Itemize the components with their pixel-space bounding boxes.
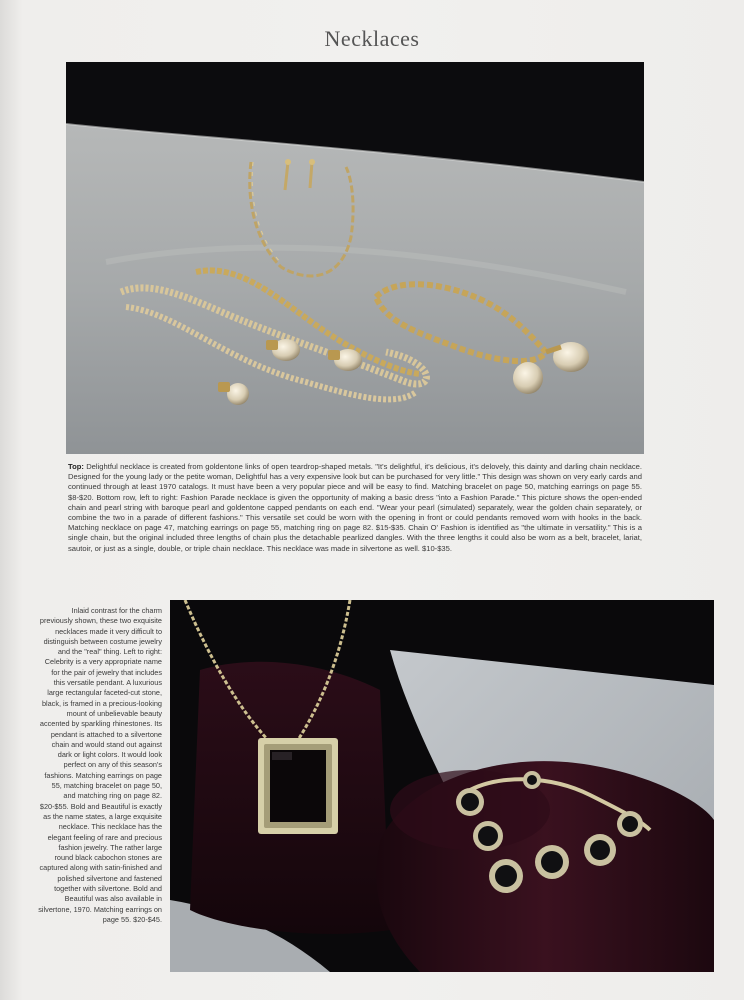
top-photo-caption: [68, 462, 642, 554]
page-title: Necklaces: [324, 26, 420, 51]
bottom-photo-caption: [38, 606, 162, 925]
top-photo-illustration: [66, 62, 644, 454]
side-caption-text: Inlaid contrast for the charm previously shown, these two exquisite necklaces made it very difficult to distinguish between costume jewelry and the "real" thing. Left to right: Celebrity is a very appropriate name for the pair of jewelry that includes this versatile pendant. A luxurious large rectangular faceted-cut stone, black, is framed in a precious-looking mount of unbelievable beauty accented by sparkling rhinestones. Its pendant is attached to a silvertone chain and would stand out against dark or light colors. It would look perfect on any of this season's fashions. Matching earrings on page 55, matching bracelet on page 50, and matching ring on page 82. $20-$55. Bold and Beautiful is exactly as the name states, a large exquisite necklace. This necklace has the elegant feeling of rare and precious fashion jewelry. The rather large round black cabochon stones are captured along with satin-finished and polished silvertone and fastened together with silvertone. Bold and Beautiful was also available in silvertone, 1970. Matching earrings on page 55. $20-$45.: [38, 606, 162, 924]
caption-text: Delightful necklace is created from goldentone links of open teardrop-shaped metals. "It's delightful, it's delicious, it's delovely, this dainty and darling chain necklace. Designed for the young lady or the petite woman, Delightful has a very expensive look but can be purchased for very little." This design was shown on very early cards and continued through at least 1970 catalogs. It must have been a very popular piece and will be easy to find. Matching bracelet on page 50, matching earrings on page 55. $8-$20. Bottom row, left to right: Fashion Parade necklace is given the opportunity of making a basic dress "into a Fashion Parade." This picture shows the open-ended chain and pearl string with baroque pearl and goldentone capped pendants on each end. "Wear your pearl (simulated) separately, wear the golden chain separately, or combine the two in a parade of different fashions." This versatile set could be worn with the opening in front or could pendants removed worn with hooks in the back. Matching necklace on page 47, matching earrings on page 55, matching ring on page 82. $15-$35. Chain O' Fashion is identified as "the ultimate in versatility." This is a single chain, but the original included three lengths of chain plus the detachable pearlized dangles. With the three lengths it could also be worn as a belt, bracelet, lariat, sautoir, or just as a single, double, or triple chain necklace. This necklace was made in silvertone as well. $10-$35.: [68, 462, 642, 553]
bottom-photo-illustration: [170, 600, 714, 972]
bottom-photo: [170, 600, 714, 972]
caption-lead: Top:: [68, 462, 84, 471]
top-photo: [66, 62, 644, 454]
